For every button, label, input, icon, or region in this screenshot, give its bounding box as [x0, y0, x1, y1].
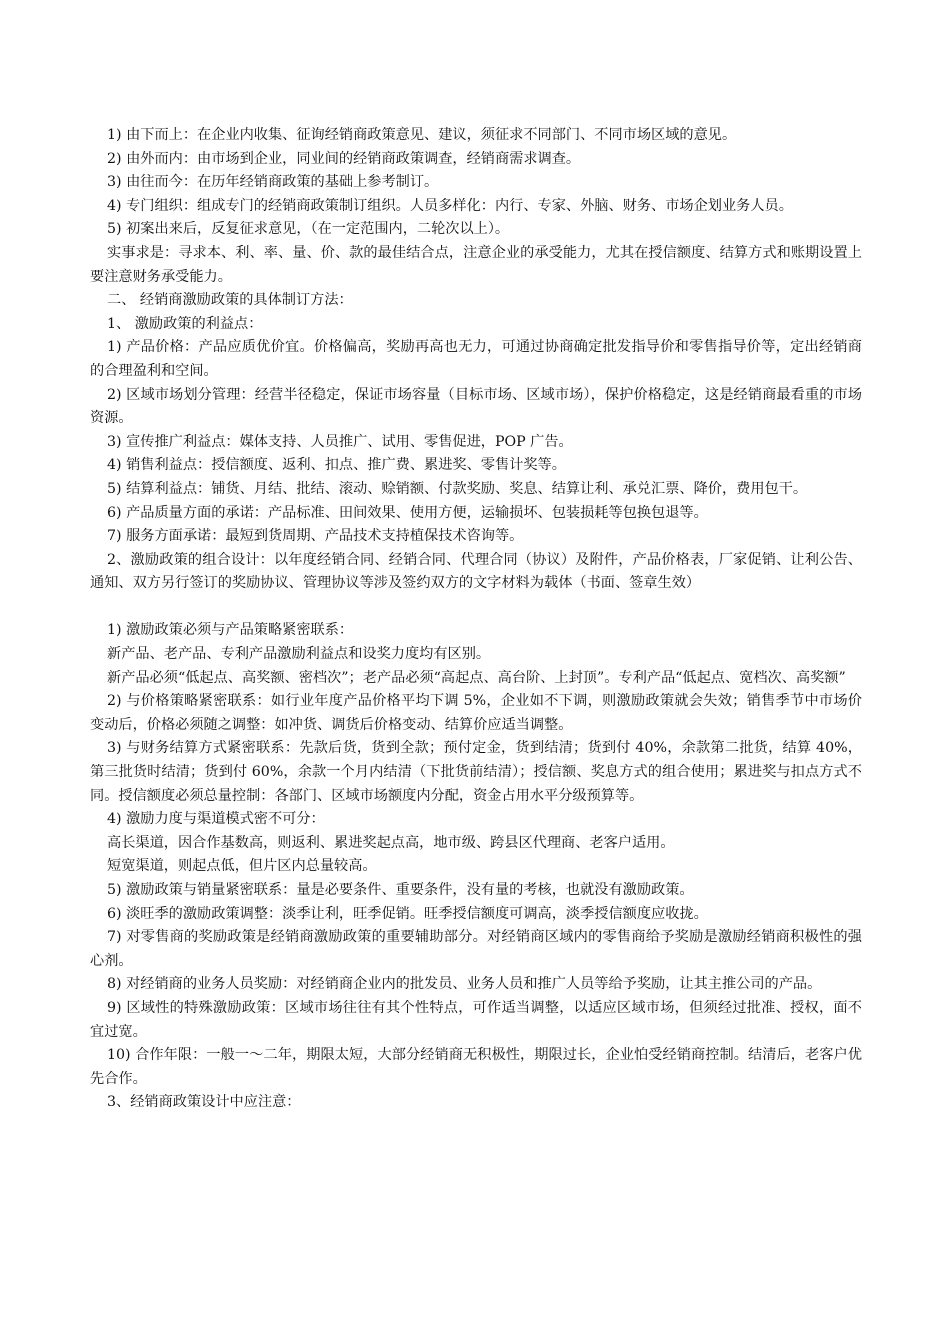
paragraph: 7) 对零售商的奖励政策是经销商激励政策的重要辅助部分。对经销商区域内的零售商给予奖励是激励经销商积极性的强心剂。 — [90, 929, 862, 969]
paragraph: 5) 结算利益点：铺货、月结、批结、滚动、赊销额、付款奖励、奖息、结算让利、承兑汇票、降价，费用包干。 — [107, 480, 808, 497]
document-body — [90, 124, 862, 1115]
paragraph: 2) 由外而内：由市场到企业，同业间的经销商政策调查，经销商需求调查。 — [107, 150, 581, 167]
subsection-heading: 1、 激励政策的利益点： — [107, 315, 263, 332]
paragraph: 4) 激励力度与渠道模式密不可分： — [107, 811, 325, 828]
section-bottom — [90, 619, 862, 1114]
section-heading: 二、 经销商激励政策的具体制订方法： — [107, 292, 353, 309]
paragraph: 2) 与价格策略紧密联系：如行业年度产品价格平均下调 5%，企业如不下调，则激励政策就会失效；销售季节中市场价变动后，价格必须随之调整：如冲货、调货后价格变动、结算价应适当调整。 — [90, 693, 862, 733]
paragraph: 新产品必须“低起点、高奖额、密档次”；老产品必须“高起点、高台阶、上封顶”。专利产品“低起点、宽档次、高奖额” — [107, 669, 846, 686]
paragraph: 3) 与财务结算方式紧密联系：先款后货，货到全款；预付定金，货到结清；货到付 40%，余款第二批货，结算 40%，第三批货时结清；货到付 60%，余款一个月内结清（下批货前结清）；授信额、奖息方式的组合使用；累进奖与扣点方式不同。授信额度必须总量控制：各部门、区域市场额度内分配，资金占用水平分级预算等。 — [90, 740, 862, 804]
paragraph: 4) 销售利益点：授信额度、返利、扣点、推广费、累进奖、零售计奖等。 — [107, 457, 566, 474]
paragraph: 2) 区域市场划分管理：经营半径稳定，保证市场容量（目标市场、区域市场），保护价格稳定，这是经销商最看重的市场资源。 — [90, 386, 862, 427]
paragraph: 6) 淡旺季的激励政策调整：淡季让利，旺季促销。旺季授信额度可调高，淡季授信额度应收拢。 — [107, 905, 708, 922]
subsection-heading: 3、经销商政策设计中应注意： — [107, 1094, 301, 1111]
subsection-heading: 2、激励政策的组合设计：以年度经销合同、经销合同、代理合同（协议）及附件，产品价格表，厂家促销、让利公告、通知、双方另行签订的奖励协议、管理协议等涉及签约双方的文字材料为载体（书面、签章生效） — [90, 551, 862, 592]
paragraph: 6) 产品质量方面的承诺：产品标准、田间效果、使用方便，运输损坏、包装损耗等包换包退等。 — [107, 504, 708, 521]
paragraph: 3) 由往而今：在历年经销商政策的基础上参考制订。 — [107, 174, 439, 191]
paragraph: 3) 宣传推广利益点：媒体支持、人员推广、试用、零售促进，POP 广告。 — [107, 433, 573, 450]
paragraph: 1) 由下而上：在企业内收集、征询经销商政策意见、建议，须征求不同部门、不同市场区域的意见。 — [107, 127, 737, 143]
paragraph: 4) 专门组织：组成专门的经销商政策制订组织。人员多样化：内行、专家、外脑、财务、市场企划业务人员。 — [107, 197, 793, 214]
section-top — [90, 124, 862, 596]
paragraph: 实事求是：寻求本、利、率、量、价、款的最佳结合点，注意企业的承受能力，尤其在授信额度、结算方式和账期设置上要注意财务承受能力。 — [90, 244, 862, 285]
paragraph: 5) 激励政策与销量紧密联系：量是必要条件、重要条件，没有量的考核，也就没有激励政策。 — [107, 882, 694, 898]
paragraph: 8) 对经销商的业务人员奖励：对经销商企业内的批发员、业务人员和推广人员等给予奖励，让其主推公司的产品。 — [107, 976, 822, 993]
paragraph: 1) 激励政策必须与产品策略紧密联系： — [107, 622, 354, 639]
paragraph: 1) 产品价格：产品应质优价宜。价格偏高，奖励再高也无力，可通过协商确定批发指导价和零售指导价等，定出经销商的合理盈利和空间。 — [90, 339, 862, 379]
paragraph: 高长渠道，因合作基数高，则返利、累进奖起点高，地市级、跨县区代理商、老客户适用。 — [107, 834, 675, 851]
paragraph: 短宽渠道，则起点低，但片区内总量较高。 — [107, 858, 377, 875]
paragraph: 9) 区域性的特殊激励政策：区域市场往往有其个性特点，可作适当调整，以适应区域市场，但须经过批准、授权，面不宜过宽。 — [90, 999, 862, 1040]
paragraph: 7) 服务方面承诺：最短到货周期、产品技术支持植保技术咨询等。 — [107, 528, 524, 545]
paragraph: 5) 初案出来后，反复征求意见，（在一定范围内，二轮次以上）。 — [107, 221, 510, 238]
paragraph: 新产品、老产品、专利产品激励利益点和设奖力度均有区别。 — [107, 646, 491, 663]
blank-line — [90, 596, 862, 620]
paragraph: 10) 合作年限：一般一～二年，期限太短，大部分经销商无积极性，期限过长，企业怕受经销商控制。结清后，老客户优先合作。 — [90, 1047, 862, 1087]
